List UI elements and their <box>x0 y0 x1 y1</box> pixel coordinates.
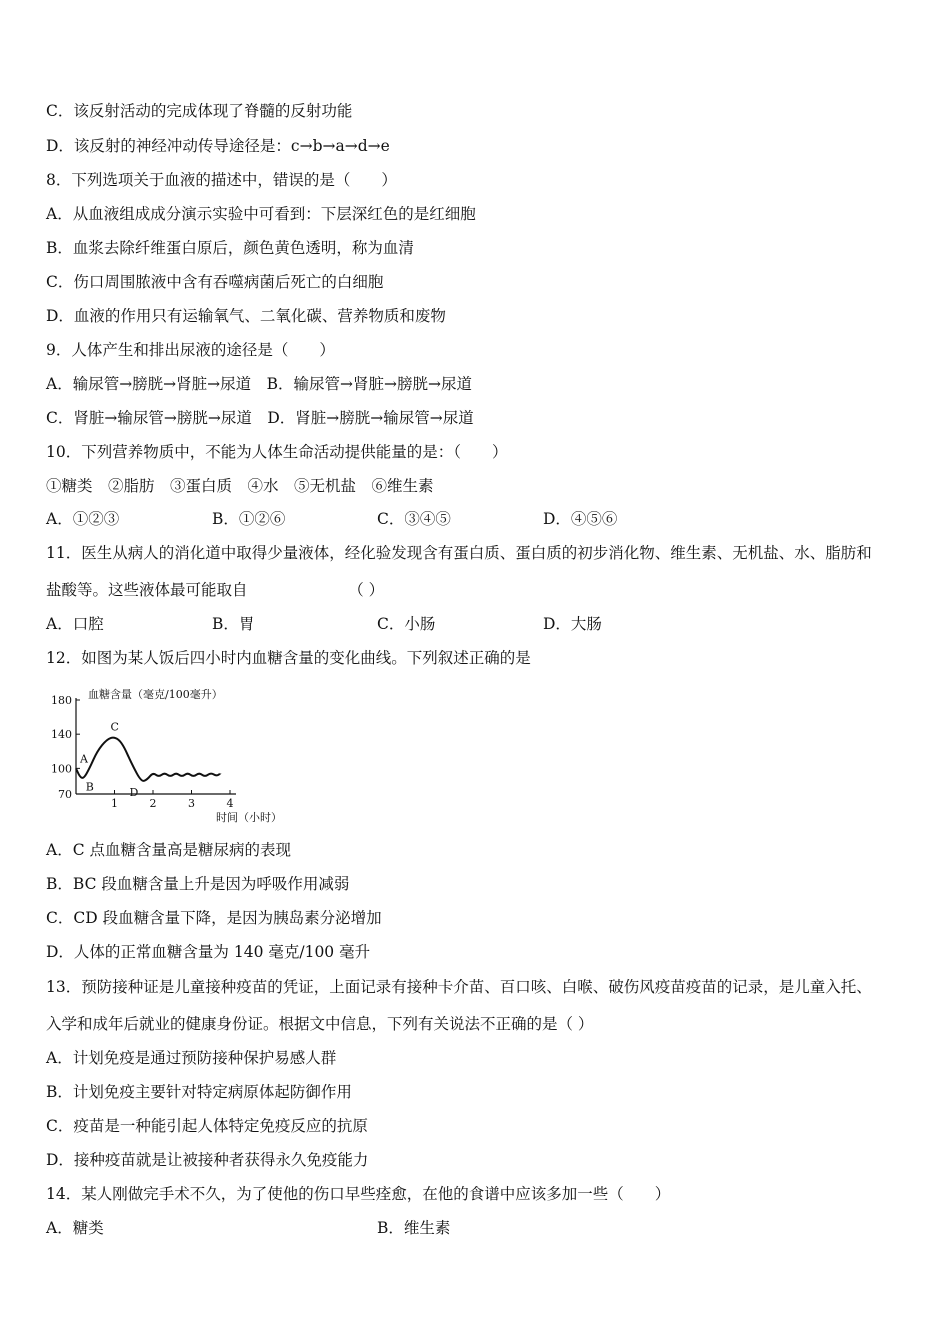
q9-options-ab: A．输尿管→膀胱→肾脏→尿道 B．输尿管→肾脏→膀胱→尿道 <box>46 375 473 393</box>
point-label-c: C <box>110 720 119 734</box>
q12-option-c: C．CD 段血糖含量下降，是因为胰岛素分泌增加 <box>46 909 382 927</box>
q12-option-a: A．C 点血糖含量高是糖尿病的表现 <box>46 841 291 859</box>
q11-stem-line2: 盐酸等。这些液体最可能取自 （ ） <box>46 581 385 599</box>
q12-option-b: B．BC 段血糖含量上升是因为呼吸作用减弱 <box>46 875 350 893</box>
q8-stem: 8．下列选项关于血液的描述中，错误的是（ ） <box>46 171 397 189</box>
q14-stem: 14．某人刚做完手术不久，为了使他的伤口早些痊愈，在他的食谱中应该多加一些（ ） <box>46 1185 671 1203</box>
q8-option-b: B．血浆去除纤维蛋白原后，颜色黄色透明，称为血清 <box>46 239 414 257</box>
q7-option-c: C．该反射活动的完成体现了脊髓的反射功能 <box>46 102 353 120</box>
y-tick-label: 180 <box>51 694 72 707</box>
x-axis-label: 时间（小时） <box>216 811 282 824</box>
y-tick-label: 70 <box>58 788 72 801</box>
q11-option-a: A．口腔 <box>46 615 104 633</box>
q10-option-b: B．①②⑥ <box>212 510 286 528</box>
q11-stem-line1: 11．医生从病人的消化道中取得少量液体，经化验发现含有蛋白质、蛋白质的初步消化物、维生素、无机盐、水、脂肪和 <box>46 544 872 562</box>
q13-option-c: C．疫苗是一种能引起人体特定免疫反应的抗原 <box>46 1117 368 1135</box>
q10-option-c: C．③④⑤ <box>377 510 451 528</box>
q10-stem: 10．下列营养物质中，不能为人体生命活动提供能量的是：（ ） <box>46 443 508 461</box>
y-tick-label: 100 <box>51 762 72 776</box>
point-label-d: D <box>129 786 139 800</box>
q8-option-d: D．血液的作用只有运输氧气、二氧化碳、营养物质和废物 <box>46 307 446 325</box>
x-tick-label: 3 <box>188 797 195 810</box>
blood-sugar-curve <box>76 738 220 781</box>
q8-option-a: A．从血液组成成分演示实验中可看到：下层深红色的是红细胞 <box>46 205 476 223</box>
q10-option-d: D．④⑤⑥ <box>543 510 618 528</box>
q10-items: ①糖类 ②脂肪 ③蛋白质 ④水 ⑤无机盐 ⑥维生素 <box>46 477 434 495</box>
q12-option-d: D．人体的正常血糖含量为 140 毫克/100 毫升 <box>46 943 371 961</box>
blood-sugar-chart <box>46 684 286 830</box>
y-axis-label: 血糖含量（毫克/100毫升） <box>88 688 223 701</box>
x-tick-label: 4 <box>226 797 234 810</box>
q12-stem: 12．如图为某人饭后四小时内血糖含量的变化曲线。下列叙述正确的是 <box>46 649 531 667</box>
q13-option-d: D．接种疫苗就是让被接种者获得永久免疫能力 <box>46 1151 369 1169</box>
x-tick-label: 1 <box>111 797 118 810</box>
q11-option-d: D．大肠 <box>543 615 602 633</box>
q9-stem: 9．人体产生和排出尿液的途径是（ ） <box>46 341 335 359</box>
q8-option-c: C．伤口周围脓液中含有吞噬病菌后死亡的白细胞 <box>46 273 384 291</box>
y-tick-label: 140 <box>51 728 72 742</box>
q11-option-b: B．胃 <box>212 615 255 633</box>
q13-option-b: B．计划免疫主要针对特定病原体起防御作用 <box>46 1083 352 1101</box>
q7-option-d: D．该反射的神经冲动传导途径是：c→b→a→d→e <box>46 137 390 155</box>
q14-option-a: A．糖类 <box>46 1219 104 1237</box>
q13-stem-line2: 入学和成年后就业的健康身份证。根据文中信息，下列有关说法不正确的是（ ） <box>46 1015 594 1033</box>
q9-options-cd: C．肾脏→输尿管→膀胱→尿道 D．肾脏→膀胱→输尿管→尿道 <box>46 409 474 427</box>
q13-stem-line1: 13．预防接种证是儿童接种疫苗的凭证，上面记录有接种卡介苗、百口咳、白喉、破伤风疫苗疫苗的记录，是儿童入托、 <box>46 978 872 996</box>
q11-option-c: C．小肠 <box>377 615 436 633</box>
x-tick-label: 2 <box>149 797 157 810</box>
point-label-b: B <box>85 780 94 794</box>
point-label-a: A <box>80 752 88 766</box>
q14-option-b: B．维生素 <box>377 1219 451 1237</box>
q10-option-a: A．①②③ <box>46 510 120 528</box>
q13-option-a: A．计划免疫是通过预防接种保护易感人群 <box>46 1049 337 1067</box>
